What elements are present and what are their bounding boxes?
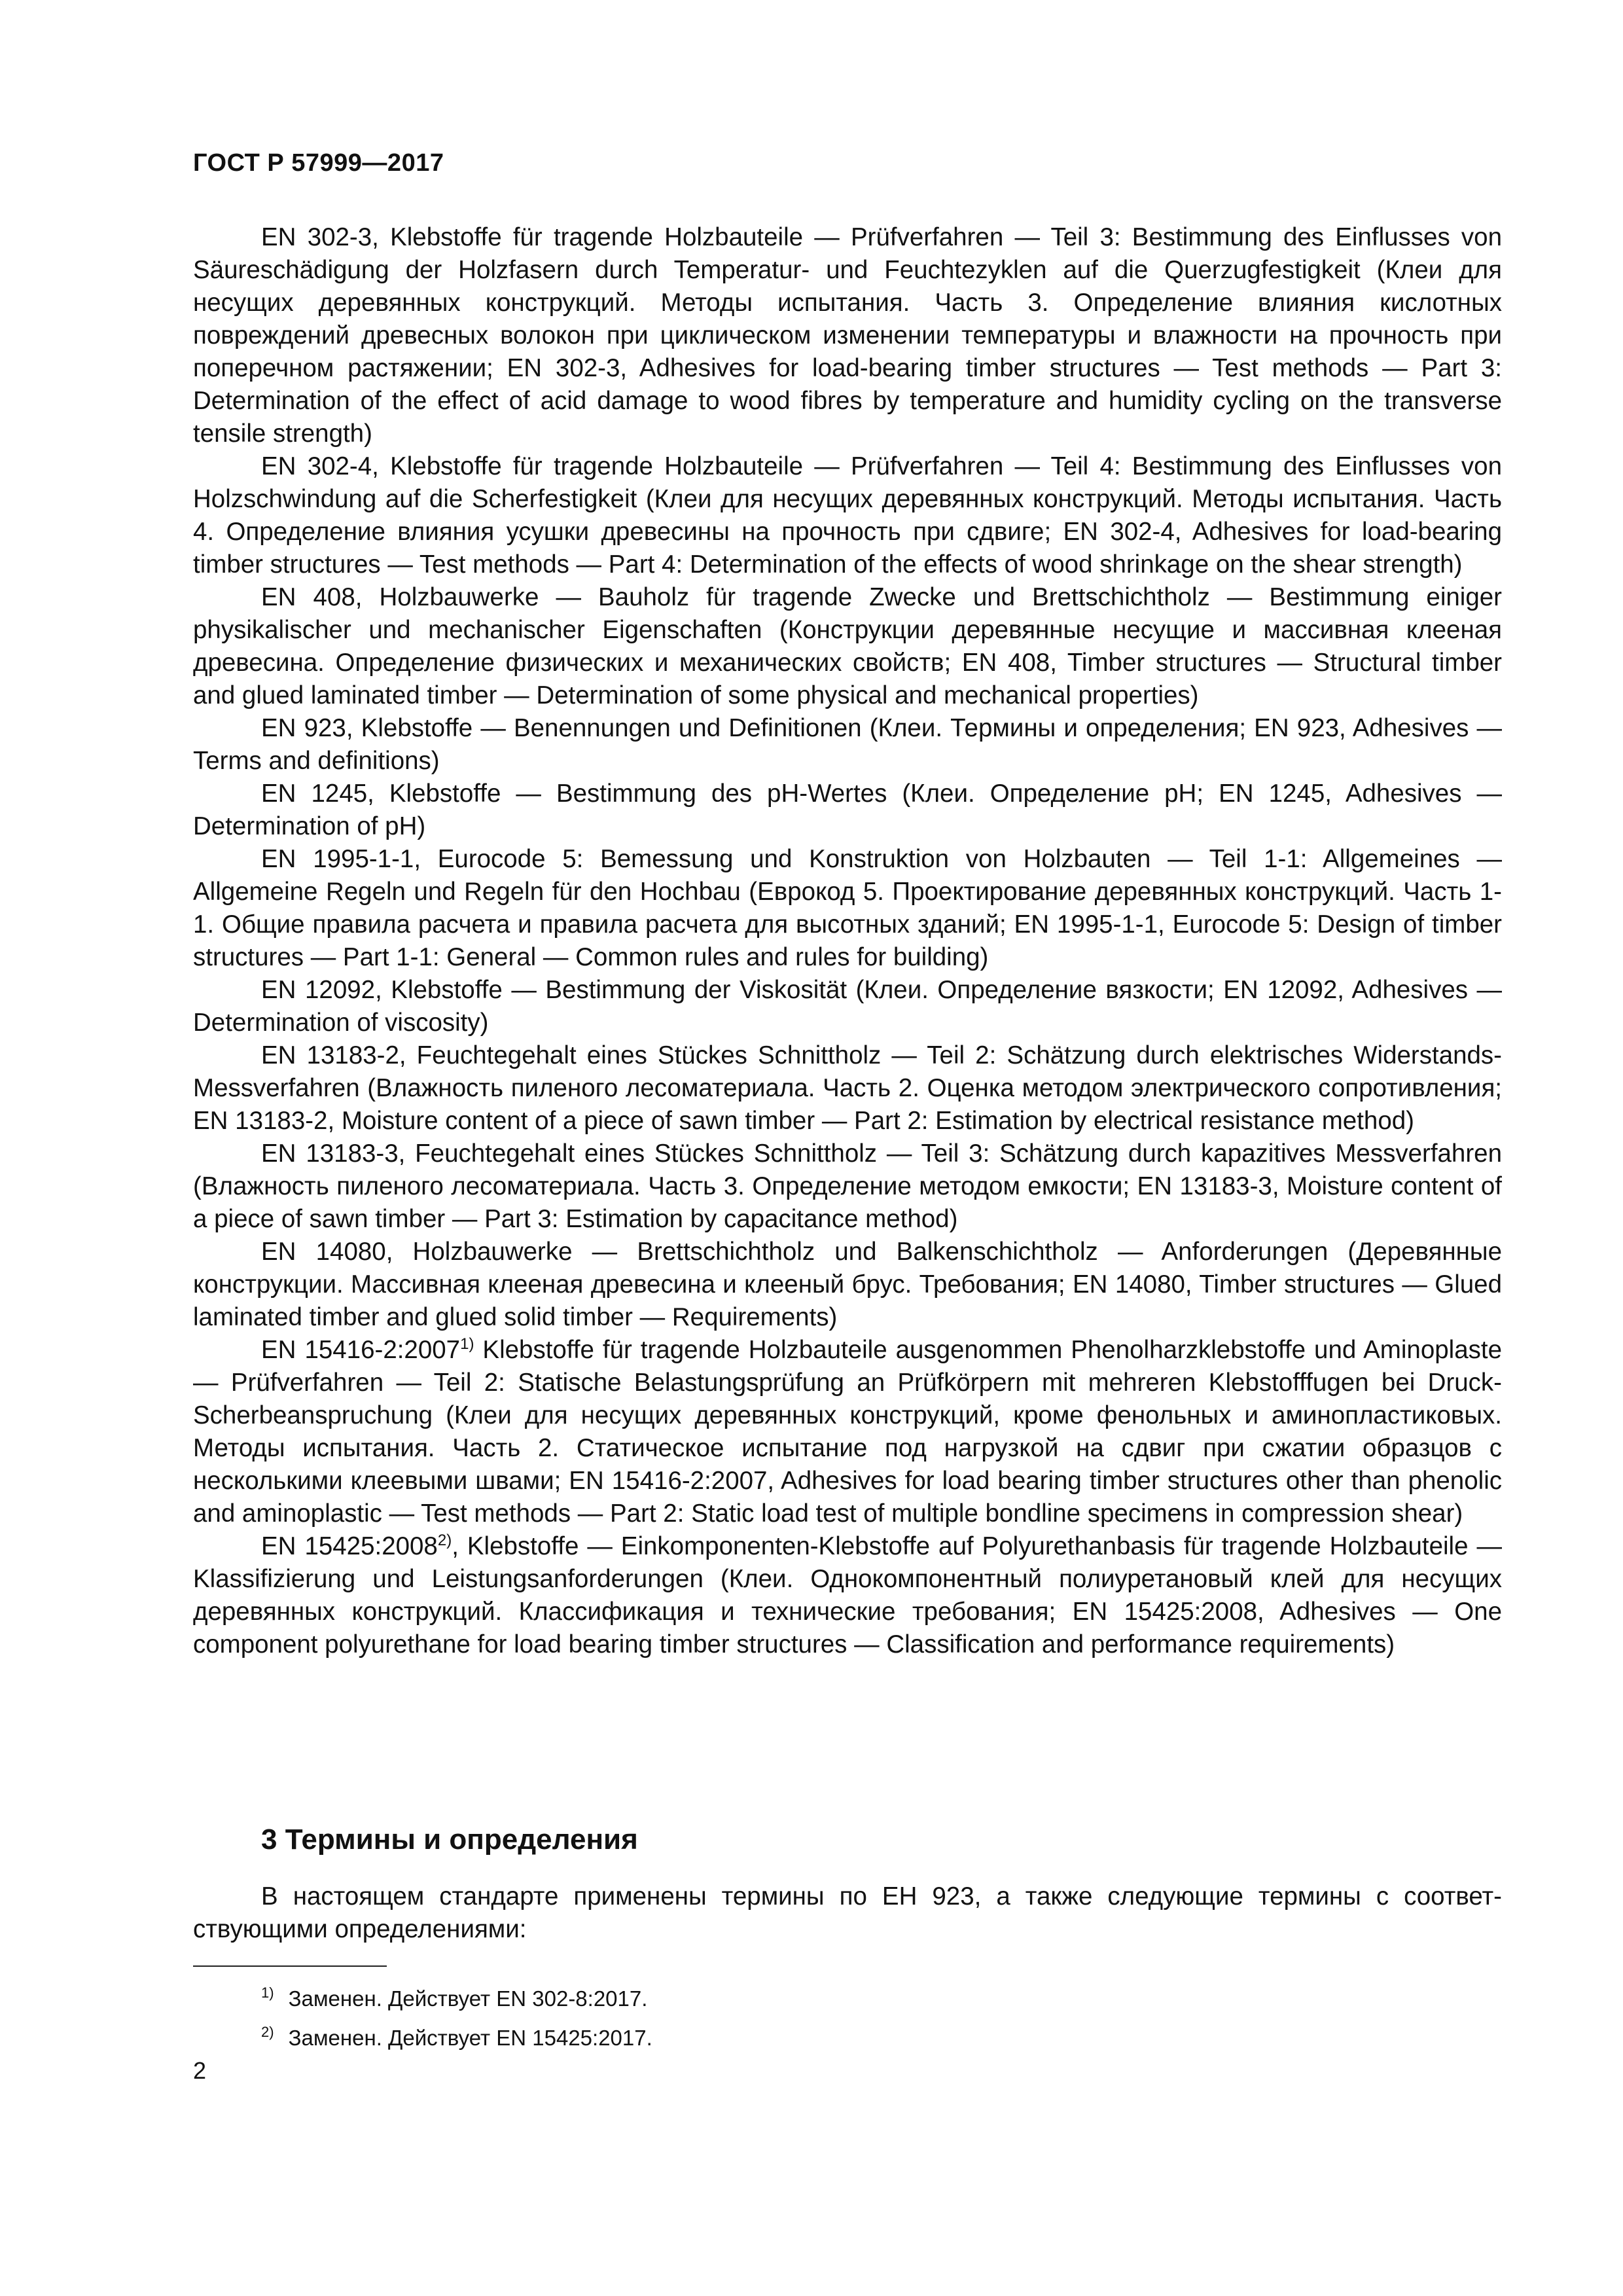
reference-en-408: EN 408, Holzbauwerke — Bauholz für tragende Zwecke und Brettschichtholz — Bestimmung einiger physikalischer und mechanischer Eigenschaften (Конструкции деревянные несущие и массивная клееная древесина. Определение физических и механических свойств; EN 408, Timber structures — Structural timber and glued laminated timber — Determination of some physical and mechanical properties) bbox=[193, 583, 1502, 709]
footnote-text: Заменен. Действует EN 302-8:2017. bbox=[288, 1986, 648, 2011]
reference-code: EN 15425:2008 bbox=[261, 1532, 438, 1560]
reference-en-12092: EN 12092, Klebstoffe — Bestimmung der Viskosität (Клеи. Определение вязкости; EN 12092, Adhesives — Determination of viscosity) bbox=[193, 976, 1502, 1037]
reference-en-302-4: EN 302-4, Klebstoffe für tragende Holzbauteile — Prüfverfahren — Teil 4: Bestimmung des Einflusses von Holzschwindung auf die Scherfestigkeit (Клеи для несущих деревянных конструкций. Методы испытания. Часть 4. Определение влияния усушки древесины на прочность при сдвиге; EN 302-4, Adhesives for load-bearing timber structures — Test methods — Part 4: Determination of the effects of wood shrinkage on the shear strength) bbox=[193, 452, 1502, 579]
footnote-mark: 2) bbox=[261, 2024, 274, 2040]
reference-body: , Klebstoffe — Einkomponenten-Klebstoffe auf Polyurethanbasis für tragende Holzbauteile — Klassifizierung und Leistungsanforderungen (Клеи. Однокомпонентный полиуретановый клей для несущих деревянных конструкций. Классификация и технические требования; EN 15425:2008, Adhesives — One component polyurethane for load bearing timber structures — Classification and performance requirements) bbox=[193, 1532, 1502, 1659]
reference-en-13183-2: EN 13183-2, Feuchtegehalt eines Stückes Schnittholz — Teil 2: Schätzung durch elektrisches Widerstands-Messverfahren (Влажность пиленого лесоматериала. Часть 2. Оценка методом электрического сопротивления; EN 13183-2, Moisture content of a piece of sawn timber — Part 2: Estimation by electrical resistance method) bbox=[193, 1041, 1502, 1135]
reference-en-13183-3: EN 13183-3, Feuchtegehalt eines Stückes Schnittholz — Teil 3: Schätzung durch kapazitives Messverfahren (Влажность пиленого лесоматериала. Часть 3. Определение методом емкости; EN 13183-3, Moisture content of a piece of sawn timber — Part 3: Estimation by capacitance method) bbox=[193, 1139, 1502, 1233]
reference-en-923: EN 923, Klebstoffe — Benennungen und Definitionen (Клеи. Термины и определения; EN 923, Adhesives — Terms and definitions) bbox=[193, 714, 1502, 775]
reference-en-1995-1-1: EN 1995-1-1, Eurocode 5: Bemessung und Konstruktion von Holzbauten — Teil 1-1: Allgemeines — Allgemeine Regeln und Regeln für den Hochbau (Еврокод 5. Проектирование деревянных конструкций. Часть 1-1. Общие правила расчета и правила расчета для высотных зданий; EN 1995-1-1, Eurocode 5: Design of timber structures — Part 1-1: General — Common rules and rules for building) bbox=[193, 845, 1502, 971]
reference-en-15425 bbox=[193, 1530, 1502, 1661]
reference-en-302-3: EN 302-3, Klebstoffe für tragende Holzbauteile — Prüfverfahren — Teil 3: Bestimmung des Einflusses von Säureschädigung der Holzfasern durch Temperatur- und Feuchtezyklen auf die Querzugfestigkeit (Клеи для несущих деревянных конструкций. Методы испытания. Часть 3. Определение влияния кислотных повреждений древесных волокон при циклическом изменении температуры и влажности на прочность при поперечном растяжении; EN 302-3, Adhesives for load-bearing timber structures — Test methods — Part 3: Determination of the effect of acid damage to wood fibres by temperature and humidity cycling on the transverse tensile strength) bbox=[193, 223, 1502, 448]
reference-en-15416-2 bbox=[193, 1334, 1502, 1530]
footnote-item bbox=[261, 2018, 652, 2058]
footnote-item bbox=[261, 1979, 652, 2018]
footnote-marker: 2) bbox=[437, 1532, 452, 1549]
footnotes bbox=[261, 1979, 652, 2058]
footnote-mark: 1) bbox=[261, 1984, 274, 2001]
normative-references bbox=[193, 221, 1502, 1661]
standard-code: ГОСТ Р 57999—2017 bbox=[193, 149, 444, 177]
section-intro: В настоящем стандарте применены термины по ЕН 923, а также следующие термины с соответствующими определениями: bbox=[193, 1882, 1502, 1943]
reference-code: EN 15416-2:2007 bbox=[261, 1336, 461, 1364]
section-heading: 3 Термины и определения bbox=[261, 1823, 638, 1856]
footnote-marker: 1) bbox=[460, 1335, 474, 1353]
footnote-text: Заменен. Действует EN 15425:2017. bbox=[288, 2026, 652, 2050]
reference-en-14080: EN 14080, Holzbauwerke — Brettschichtholz und Balkenschichtholz — Anforderungen (Деревянные конструкции. Массивная клееная древесина и клееный брус. Требования; EN 14080, Timber structures — Glued laminated timber and glued solid timber — Requirements) bbox=[193, 1238, 1502, 1331]
footnote-divider bbox=[193, 1965, 387, 1967]
reference-en-1245: EN 1245, Klebstoffe — Bestimmung des pH-Wertes (Клеи. Определение pH; EN 1245, Adhesives — Determination of pH) bbox=[193, 780, 1502, 840]
reference-body: Klebstoffe für tragende Holzbauteile ausgenommen Phenolharzklebstoffe und Aminoplaste — Prüfverfahren — Teil 2: Statische Belastungsprüfung an Prüfkörpern mit mehreren Klebstofffugen bei Druck-Scherbeanspruchung (Клеи для несущих деревянных конструкций, кроме фенольных и аминопластиковых. Методы испытания. Часть 2. Статическое испытание под нагрузкой на сдвиг при сжатии образцов с несколькими клеевыми швами; EN 15416-2:2007, Adhesives for load bearing timber structures other than phenolic and aminoplastic — Test methods — Part 2: Static load test of multiple bondline specimens in compression shear) bbox=[193, 1336, 1502, 1528]
page-number: 2 bbox=[193, 2057, 207, 2084]
